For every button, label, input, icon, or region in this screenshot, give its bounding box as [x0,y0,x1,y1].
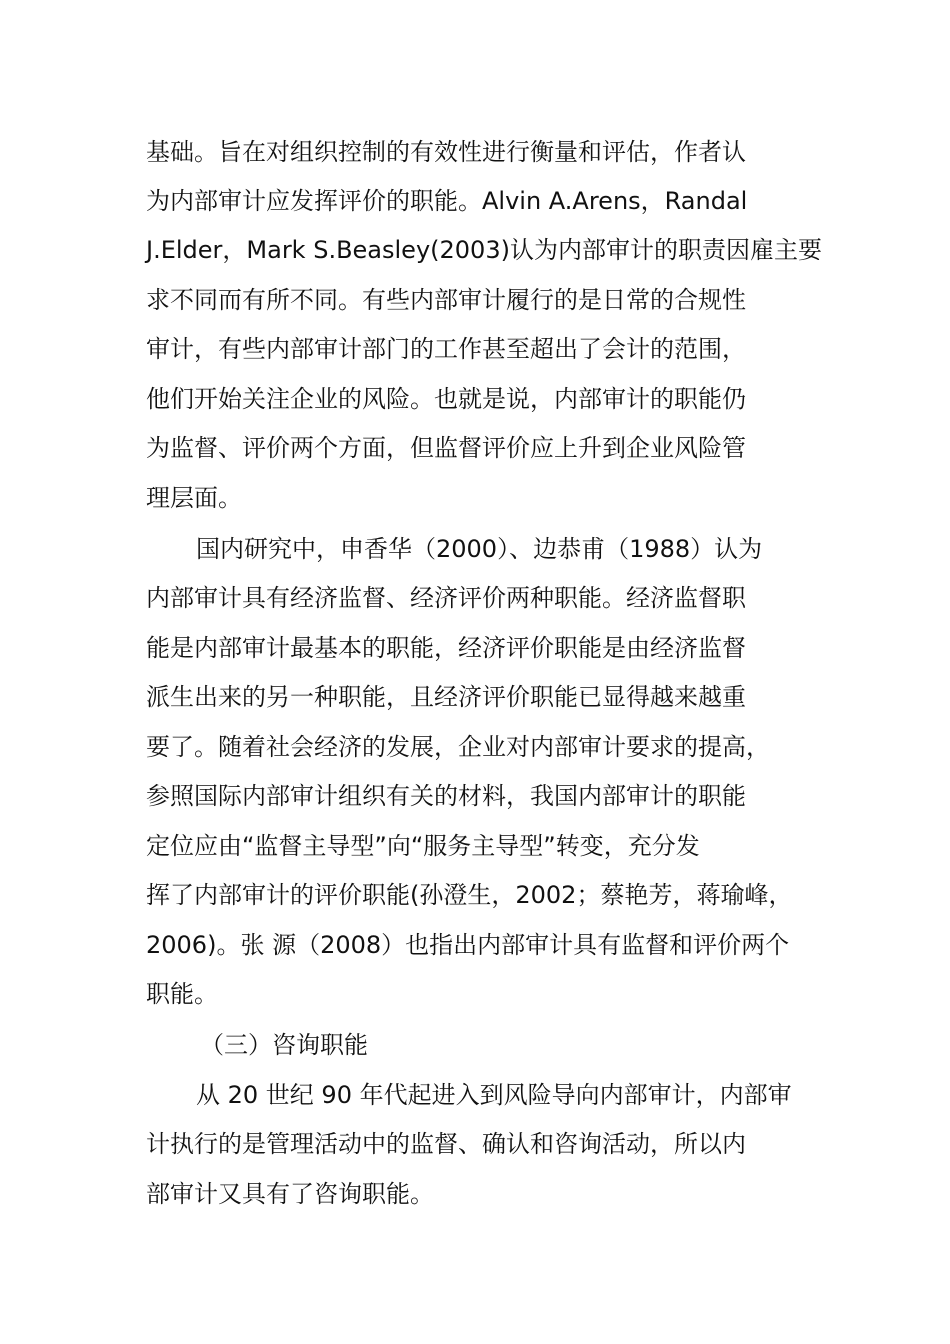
paragraph-line: J.Elder，Mark S.Beasley(2003)认为内部审计的职责因雇主要 [146,236,822,264]
paragraph-line: 国内研究中，申香华（2000）、边恭甫（1988）认为 [196,535,763,563]
paragraph-line: 内部审计具有经济监督、经济评价两种职能。经济监督职 [146,584,746,612]
paragraph-line: 能是内部审计最基本的职能，经济评价职能是由经济监督 [146,634,746,662]
paragraph-line: 理层面。 [146,484,242,512]
paragraph-line: 参照国际内部审计组织有关的材料，我国内部审计的职能 [146,782,746,810]
paragraph-line: 部审计又具有了咨询职能。 [146,1180,434,1208]
paragraph-line: 职能。 [146,980,218,1008]
section-heading: （三）咨询职能 [200,1031,368,1059]
paragraph-line: 他们开始关注企业的风险。也就是说，内部审计的职能仍 [146,385,746,413]
paragraph-line: 求不同而有所不同。有些内部审计履行的是日常的合规性 [146,286,746,314]
paragraph-line: 定位应由“监督主导型”向“服务主导型”转变，充分发 [146,832,700,860]
paragraph-line: 2006)。张 源（2008）也指出内部审计具有监督和评价两个 [146,931,790,959]
paragraph-line: 为内部审计应发挥评价的职能。Alvin A.Arens，Randal [146,187,748,215]
paragraph-line: 审计，有些内部审计部门的工作甚至超出了会计的范围， [146,335,746,363]
paragraph-line: 基础。旨在对组织控制的有效性进行衡量和评估，作者认 [146,138,746,166]
paragraph-line: 从 20 世纪 90 年代起进入到风险导向内部审计，内部审 [196,1081,792,1109]
paragraph-line: 计执行的是管理活动中的监督、确认和咨询活动，所以内 [146,1130,746,1158]
paragraph-line: 为监督、评价两个方面，但监督评价应上升到企业风险管 [146,434,746,462]
paragraph-line: 要了。随着社会经济的发展，企业对内部审计要求的提高， [146,733,770,761]
paragraph-line: 派生出来的另一种职能，且经济评价职能已显得越来越重 [146,683,746,711]
paragraph-line: 挥了内部审计的评价职能(孙澄生，2002；蔡艳芳，蒋瑜峰， [146,881,793,909]
